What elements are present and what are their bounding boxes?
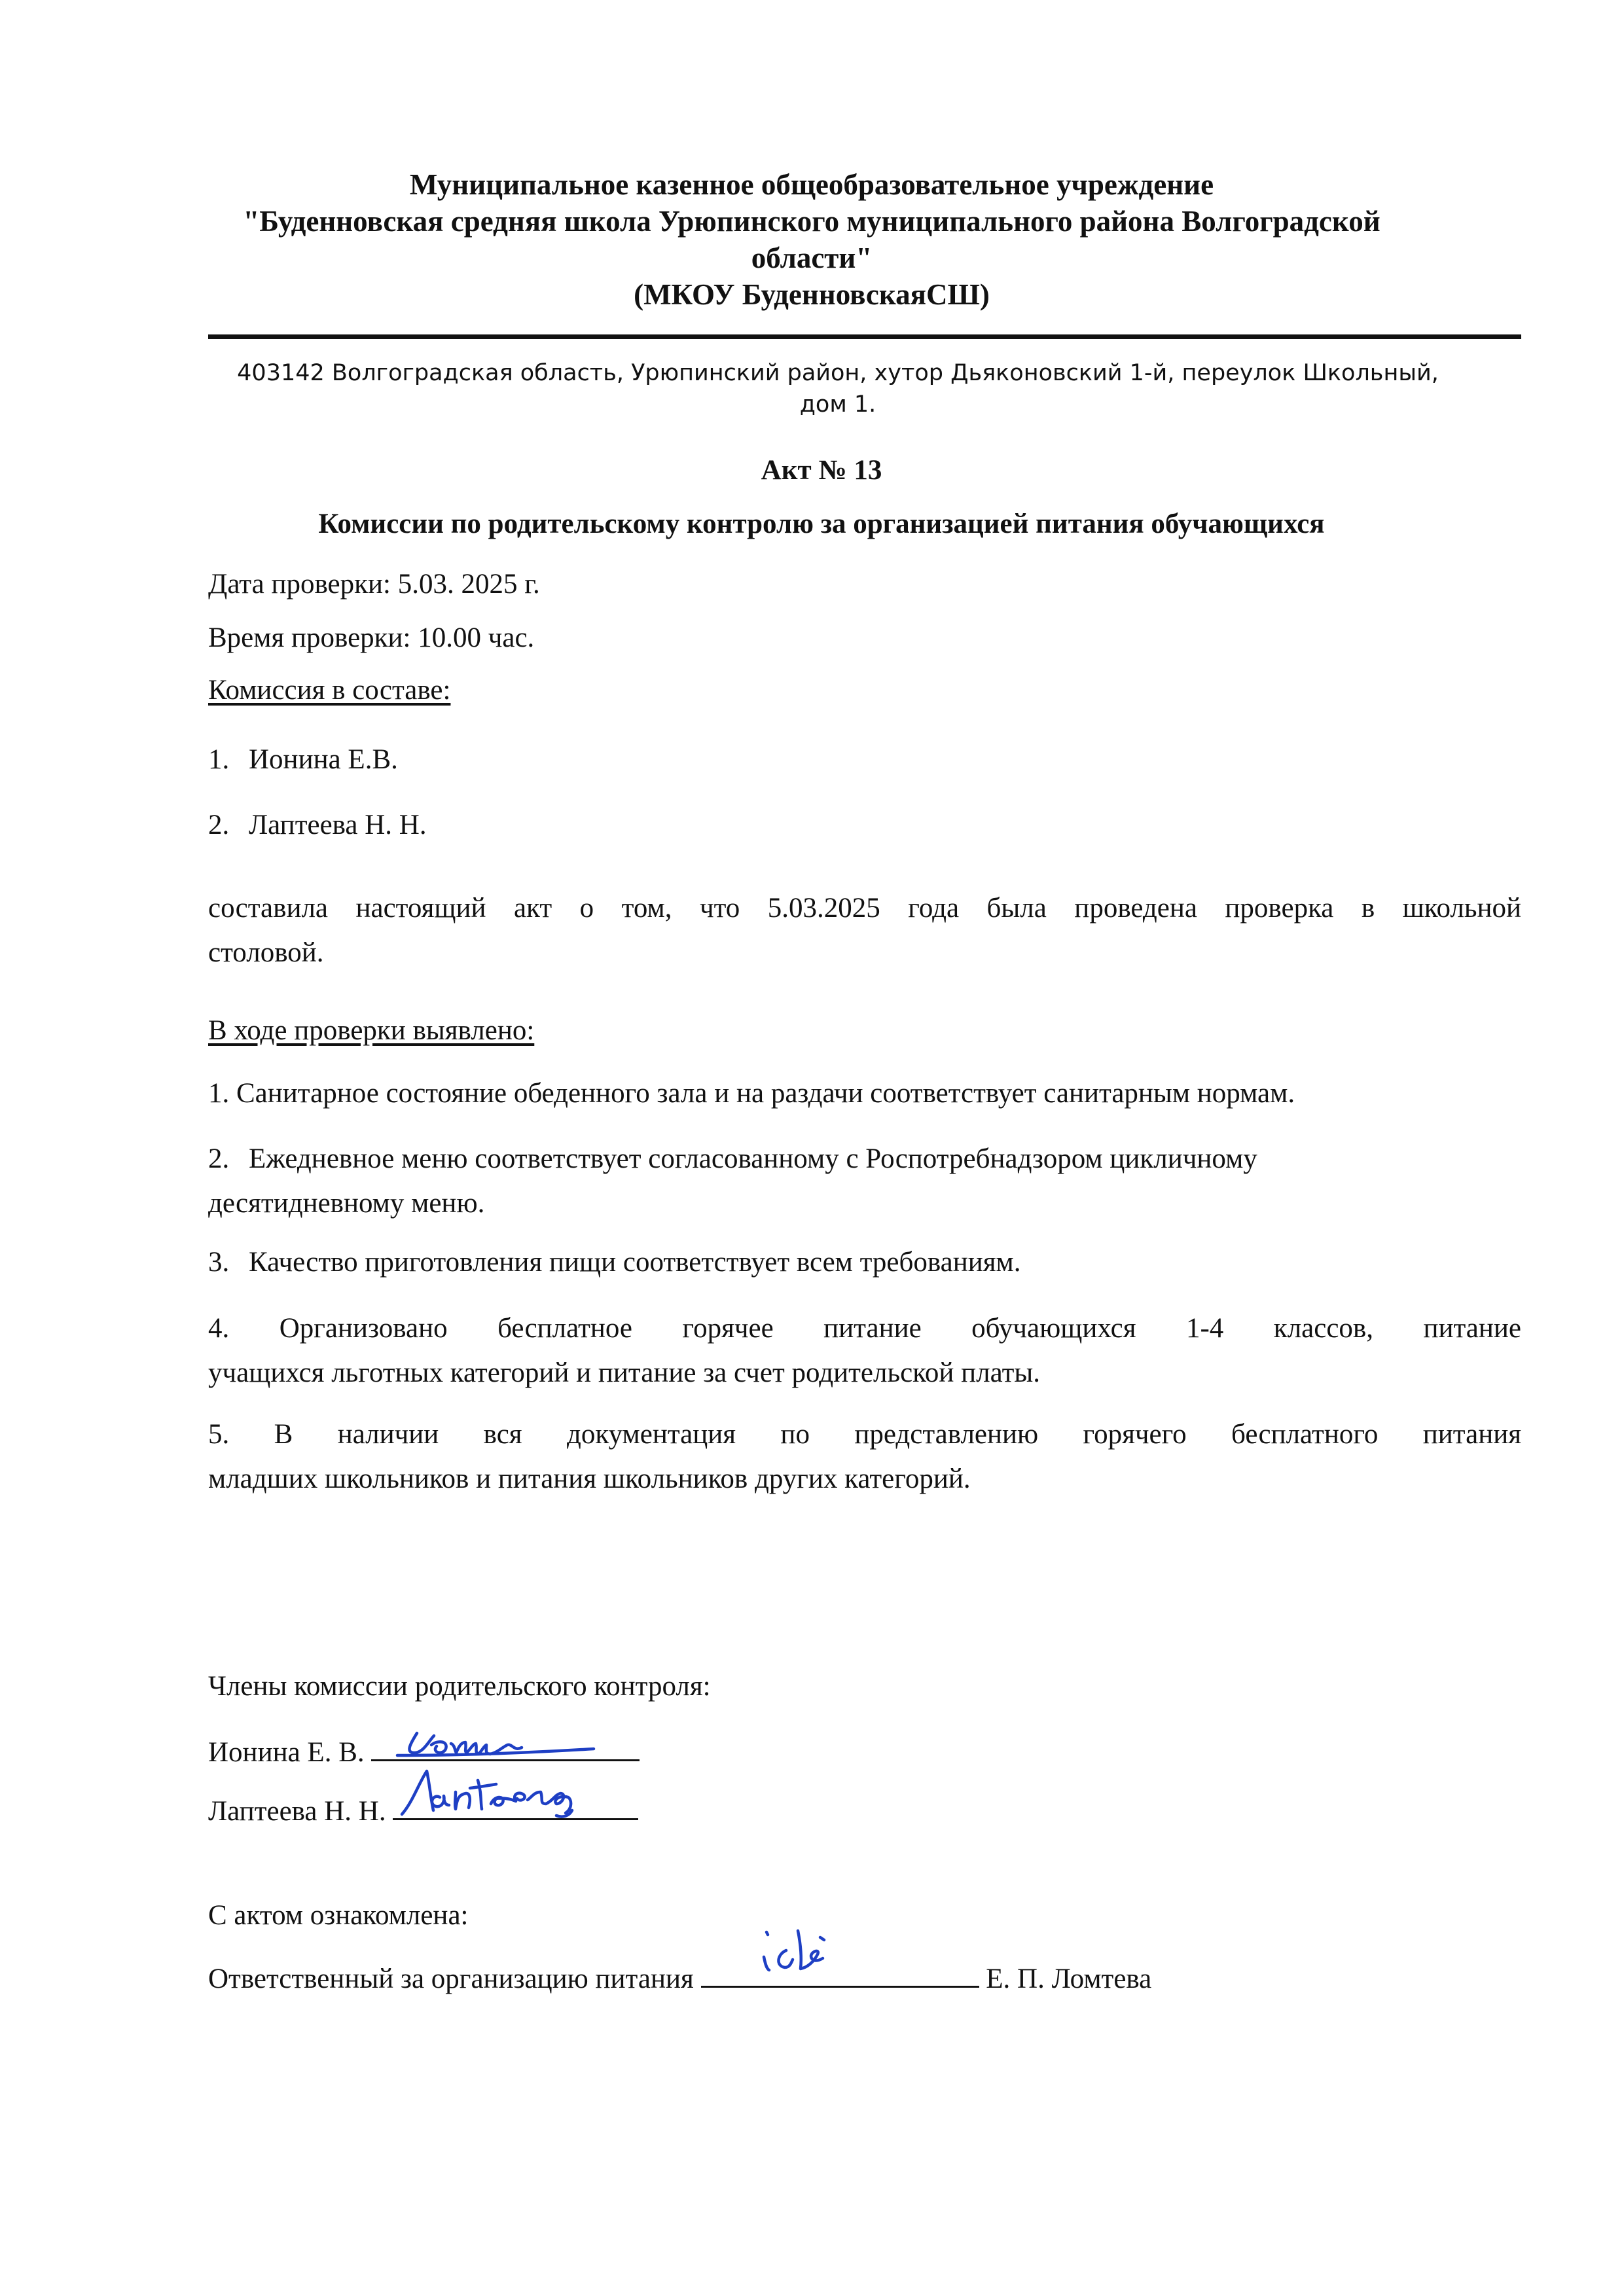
member-2-signature-line: [393, 1792, 638, 1820]
intro-paragraph: [208, 886, 1521, 975]
member-item-2: [208, 809, 427, 841]
findings-heading: В ходе проверки выявлено:: [208, 1015, 535, 1046]
finding-4: [208, 1306, 1521, 1395]
finding-5-line-1: 5. В наличии вся документация по представлению горячего бесплатного питания: [208, 1419, 1521, 1450]
member-2-signature-row: [208, 1792, 638, 1827]
finding-2-line-1: [208, 1143, 1257, 1175]
intro-line-1: составила настоящий акт о том, что 5.03.2025 года была проведена проверка в школьной: [208, 893, 1521, 924]
org-name-line-3: области": [751, 242, 873, 274]
header-divider: [208, 334, 1521, 339]
finding-1: 1. Санитарное состояние обеденного зала и на раздачи соответствует санитарным нормам.: [208, 1078, 1295, 1109]
responsible-name: Е. П. Ломтева: [986, 1964, 1152, 1994]
org-header: [183, 166, 1440, 313]
address-line-2: дом 1.: [799, 391, 876, 418]
finding-2-number: 2.: [208, 1143, 230, 1174]
member-item-1: [208, 744, 398, 776]
responsible-label: Ответственный за организацию питания: [208, 1964, 694, 1994]
responsible-signature-row: [208, 1960, 1151, 1995]
org-short-name: (МКОУ БуденновскаяСШ): [634, 278, 990, 311]
org-address: [196, 357, 1479, 420]
finding-2-line-2: десятидневному меню.: [208, 1188, 485, 1219]
members-signature-heading: Члены комиссии родительского контроля:: [208, 1671, 711, 1702]
member-1-signature-line: [371, 1733, 640, 1761]
commission-heading: Комиссия в составе:: [208, 675, 451, 706]
member-number: 1.: [208, 744, 230, 775]
check-time: Время проверки: 10.00 час.: [208, 622, 535, 653]
finding-2-text: Ежедневное меню соответствует согласованному с Роспотребнадзором цикличному: [249, 1143, 1257, 1174]
finding-3: [208, 1246, 1020, 1278]
member-number: 2.: [208, 810, 230, 840]
finding-5: [208, 1412, 1521, 1501]
member-2-signature: [393, 1763, 668, 1822]
member-name: Ионина Е.В.: [249, 744, 398, 775]
member-2-label: Лаптеева Н. Н.: [208, 1796, 386, 1827]
intro-line-2: столовой.: [208, 937, 324, 968]
finding-3-number: 3.: [208, 1247, 230, 1278]
org-name-line-1: Муниципальное казенное общеобразовательное учреждение: [409, 168, 1214, 201]
check-date: Дата проверки: 5.03. 2025 г.: [208, 569, 540, 600]
finding-4-line-1: 4. Организовано бесплатное горячее питание обучающихся 1-4 классов, питание: [208, 1313, 1521, 1344]
member-1-label: Ионина Е. В.: [208, 1737, 365, 1768]
act-subtitle: Комиссии по родительскому контролю за организацией питания обучающихся: [318, 509, 1325, 539]
member-1-signature: [371, 1724, 640, 1763]
member-name: Лаптеева Н. Н.: [249, 810, 427, 840]
acknowledged-label: С актом ознакомлена:: [208, 1900, 469, 1931]
act-title: Акт № 13: [761, 455, 882, 486]
responsible-signature: [747, 1928, 878, 1987]
finding-4-line-2: учащихся льготных категорий и питание за счет родительской платы.: [208, 1357, 1041, 1388]
responsible-signature-line: [701, 1960, 979, 1988]
org-name-line-2: "Буденновская средняя школа Урюпинского муниципального района Волгоградской: [243, 205, 1380, 238]
finding-3-text: Качество приготовления пищи соответствует всем требованиям.: [249, 1247, 1021, 1278]
address-line-1: 403142 Волгоградская область, Урюпинский район, хутор Дьяконовский 1-й, переулок Школьный,: [237, 360, 1439, 386]
finding-5-line-2: младших школьников и питания школьников других категорий.: [208, 1463, 971, 1494]
